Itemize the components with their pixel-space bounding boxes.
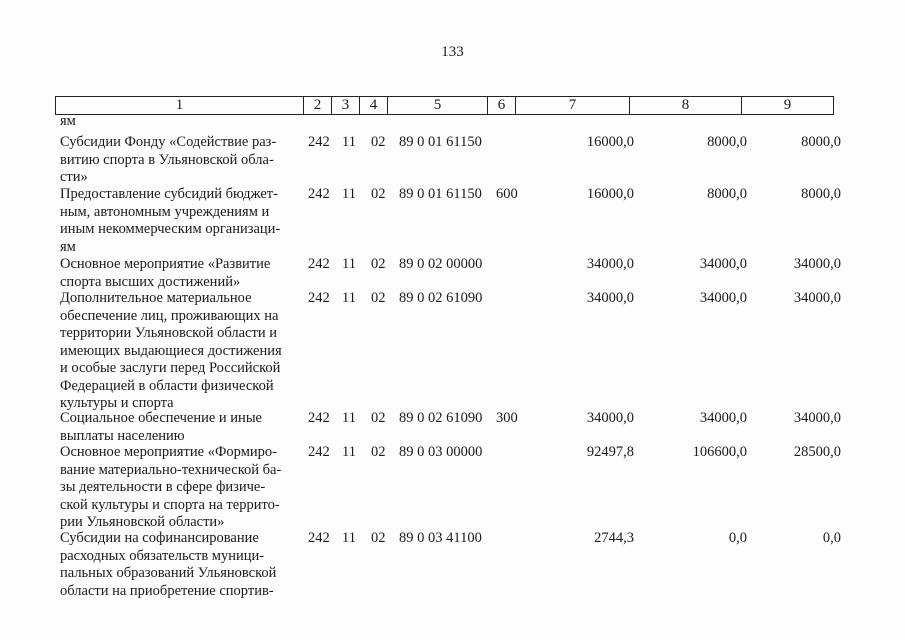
cell-amount-col7: 92497,8 <box>586 444 634 460</box>
cell-amount-col9: 0,0 <box>822 530 841 546</box>
cell-amount-col7: 16000,0 <box>586 134 634 150</box>
cell-gov-agency-code: 242 <box>308 290 330 306</box>
cell-gov-agency-code: 242 <box>308 256 330 272</box>
cell-expense-type: 600 <box>496 186 518 202</box>
cell-amount-col9: 8000,0 <box>801 134 841 150</box>
cell-target-article: 89 0 02 00000 <box>399 256 483 272</box>
cell-amount-col8: 34000,0 <box>699 410 747 426</box>
cell-amount-col9: 34000,0 <box>793 410 841 426</box>
cell-subsection-code: 02 <box>371 444 386 460</box>
row-description: Социальное обеспечение и иные выплаты населению <box>60 410 262 444</box>
column-header-7: 7 <box>516 97 630 115</box>
cell-amount-col9: 8000,0 <box>801 186 841 202</box>
cell-section-code: 11 <box>342 256 356 272</box>
cell-subsection-code: 02 <box>371 410 386 426</box>
row-description: Основное мероприятие «Формиро- вание материально-технической ба- зы деятельности в сфере физиче- ской культуры и спорта на террито- рии Ульяновской области» <box>60 444 282 530</box>
cell-amount-col7: 34000,0 <box>586 290 634 306</box>
cell-target-article: 89 0 03 00000 <box>399 444 483 460</box>
cell-amount-col8: 0,0 <box>728 530 747 546</box>
cell-target-article: 89 0 01 61150 <box>399 186 482 202</box>
column-header-1: 1 <box>56 97 304 115</box>
cell-amount-col7: 34000,0 <box>586 410 634 426</box>
cell-section-code: 11 <box>342 530 356 546</box>
cell-target-article: 89 0 02 61090 <box>399 290 483 306</box>
cell-amount-col8: 34000,0 <box>699 256 747 272</box>
cell-amount-col8: 8000,0 <box>707 186 747 202</box>
cell-target-article: 89 0 02 61090 <box>399 410 483 426</box>
cell-amount-col9: 34000,0 <box>793 256 841 272</box>
cell-section-code: 11 <box>342 410 356 426</box>
cell-subsection-code: 02 <box>371 134 386 150</box>
cell-section-code: 11 <box>342 444 356 460</box>
cell-expense-type: 300 <box>496 410 518 426</box>
cell-subsection-code: 02 <box>371 290 386 306</box>
cell-subsection-code: 02 <box>371 186 386 202</box>
cell-gov-agency-code: 242 <box>308 186 330 202</box>
column-header-2: 2 <box>304 97 332 115</box>
cell-gov-agency-code: 242 <box>308 444 330 460</box>
row-description: Субсидии Фонду «Содействие раз- витию спорта в Ульяновской обла- сти» <box>60 134 277 185</box>
cell-amount-col7: 2744,3 <box>594 530 634 546</box>
cell-gov-agency-code: 242 <box>308 410 330 426</box>
row-description: Дополнительное материальное обеспечение лиц, проживающих на территории Ульяновской области и имеющих выдающиеся достижения и особые заслуги перед Российской Федерацией в области физической культуры и спорта <box>60 290 282 411</box>
column-header-6: 6 <box>488 97 516 115</box>
cell-target-article: 89 0 03 41100 <box>399 530 482 546</box>
page-number: 133 <box>441 44 464 60</box>
cell-amount-col9: 28500,0 <box>793 444 841 460</box>
column-header-5: 5 <box>388 97 488 115</box>
cell-amount-col7: 34000,0 <box>586 256 634 272</box>
column-header-3: 3 <box>332 97 360 115</box>
row-description: Субсидии на софинансирование расходных обязательств муници- пальных образований Ульяновской области на приобретение спортив- <box>60 530 277 599</box>
row-description: ям <box>60 113 76 129</box>
cell-target-article: 89 0 01 61150 <box>399 134 482 150</box>
cell-section-code: 11 <box>342 290 356 306</box>
cell-section-code: 11 <box>342 186 356 202</box>
cell-amount-col7: 16000,0 <box>586 186 634 202</box>
cell-amount-col8: 106600,0 <box>692 444 747 460</box>
row-description: Предоставление субсидий бюджет- ным, автономным учреждениям и иным некоммерческим организаци- ям <box>60 186 281 255</box>
cell-gov-agency-code: 242 <box>308 134 330 150</box>
column-header-9: 9 <box>742 97 834 115</box>
cell-amount-col9: 34000,0 <box>793 290 841 306</box>
cell-subsection-code: 02 <box>371 530 386 546</box>
column-header-4: 4 <box>360 97 388 115</box>
cell-subsection-code: 02 <box>371 256 386 272</box>
column-header-8: 8 <box>630 97 742 115</box>
cell-amount-col8: 34000,0 <box>699 290 747 306</box>
cell-amount-col8: 8000,0 <box>707 134 747 150</box>
cell-section-code: 11 <box>342 134 356 150</box>
row-description: Основное мероприятие «Развитие спорта высших достижений» <box>60 256 271 290</box>
cell-gov-agency-code: 242 <box>308 530 330 546</box>
